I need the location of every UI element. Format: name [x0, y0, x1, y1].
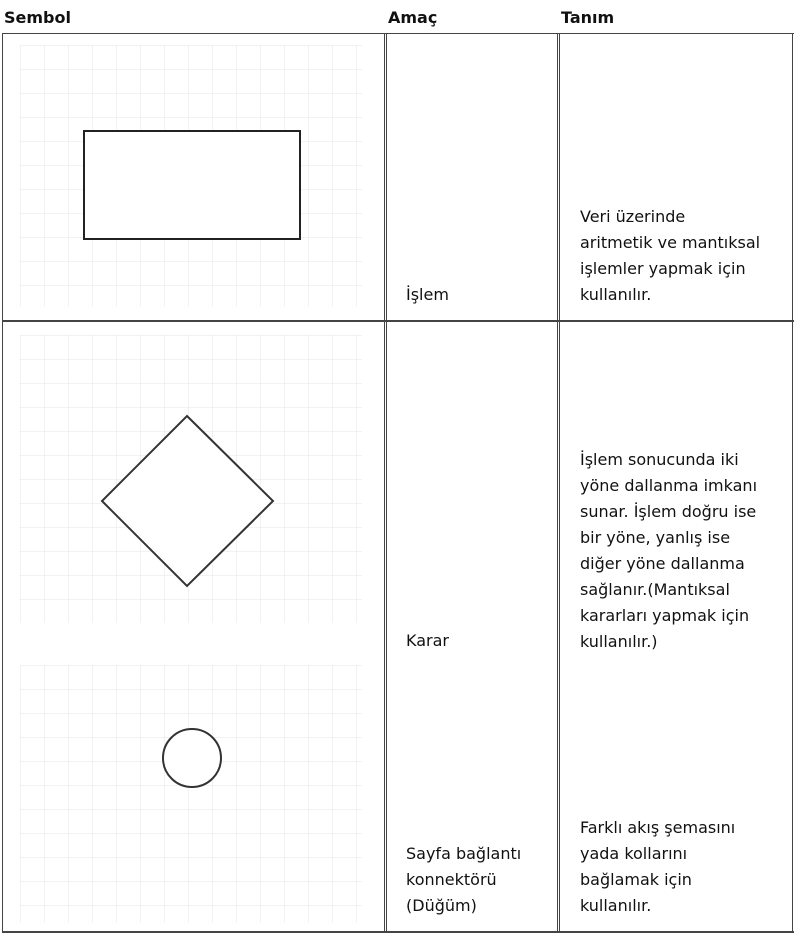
row-connector-definition: Farklı akış şemasını yada kollarını bağlamak için kullanılır.: [580, 818, 736, 915]
process-rectangle-icon: [84, 131, 300, 239]
header-definition: Tanım: [561, 8, 615, 27]
decision-symbol: [20, 335, 362, 623]
process-symbol: [20, 45, 362, 307]
table-top-border: [2, 33, 794, 34]
row-decision-definition: İşlem sonucunda iki yöne dallanma imkanı sunar. İşlem doğru ise bir yöne, yanlış ise diğer yöne dallanma sağlanır.(Mantıksal kararları yapmak için kullanılır.): [580, 450, 758, 651]
table-bottom-border: [2, 931, 794, 933]
row-divider: [2, 320, 794, 322]
row-decision-purpose: Karar: [406, 631, 449, 650]
row-process-definition: Veri üzerinde aritmetik ve mantıksal işlemler yapmak için kullanılır.: [580, 207, 761, 304]
column-divider: [2, 33, 3, 933]
row-process-purpose: İşlem: [406, 285, 449, 304]
column-divider: [384, 33, 385, 933]
column-divider: [792, 33, 793, 933]
connector-symbol: [20, 665, 362, 923]
connector-circle-icon: [163, 729, 221, 787]
header-purpose: Amaç: [388, 8, 438, 27]
column-divider: [559, 33, 560, 933]
header-symbol: Sembol: [4, 8, 71, 27]
column-divider: [557, 33, 558, 933]
column-divider: [386, 33, 387, 933]
row-connector-purpose: Sayfa bağlantı konnektörü (Düğüm): [406, 844, 522, 915]
